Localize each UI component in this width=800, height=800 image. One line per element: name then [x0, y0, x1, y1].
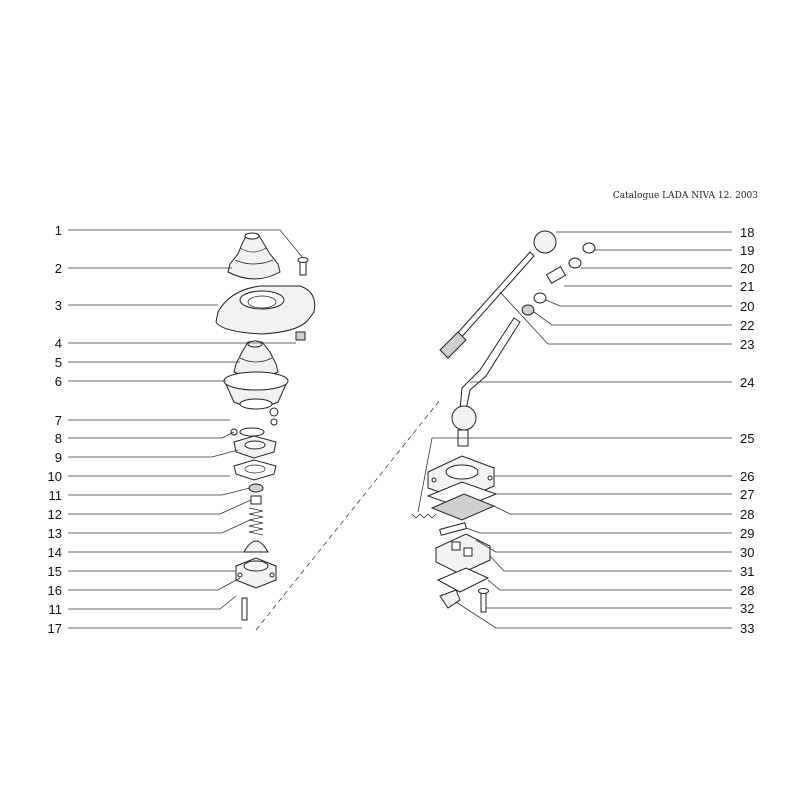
part-3-cover-plate	[216, 286, 315, 334]
label-right-22: 22	[740, 318, 755, 333]
label-right-29: 29	[740, 526, 755, 541]
part-7-washer	[271, 419, 277, 425]
label-left-6: 6	[54, 374, 62, 389]
label-left-2: 2	[54, 261, 62, 276]
catalogue-caption: Catalogue LADA NIVA 12. 2003	[612, 191, 758, 201]
part-10-gasket	[234, 460, 276, 480]
right-labels	[740, 225, 754, 636]
label-left-4: 4	[54, 336, 62, 351]
label-left-16: 16	[47, 583, 62, 598]
label-right-31: 31	[740, 564, 755, 579]
label-left-15: 15	[47, 564, 62, 579]
part-25-spring	[412, 514, 436, 518]
part-9-flange	[234, 436, 276, 458]
part-12-bushing	[251, 496, 261, 504]
part-1-screw	[298, 258, 308, 276]
label-left-13: 13	[47, 526, 62, 541]
part-17-pin	[242, 598, 247, 620]
part-19-cap	[583, 243, 595, 253]
part-6-cup	[224, 372, 288, 409]
part-20-bush	[569, 258, 581, 268]
part-11-washer	[249, 484, 263, 492]
label-left-14: 14	[47, 545, 62, 560]
label-left-17: 17	[47, 621, 62, 636]
part-31-selector-block	[436, 534, 490, 574]
left-labels	[48, 223, 62, 636]
label-right-24: 24	[740, 375, 755, 390]
part-7-nut	[270, 408, 278, 416]
label-right-20: 20	[740, 261, 755, 276]
part-18-knob	[534, 231, 556, 253]
part-33-bracket	[440, 590, 460, 608]
left-assembly	[216, 233, 440, 630]
part-8-ring	[240, 428, 264, 436]
label-right-27: 27	[740, 487, 755, 502]
center-axis-line	[256, 400, 440, 630]
right-assembly	[412, 231, 595, 612]
label-right-28: 28	[740, 507, 755, 522]
label-left-11: 11	[48, 488, 62, 503]
part-16-housing	[236, 558, 276, 588]
label-left-8: 8	[54, 431, 62, 446]
label-right-20b: 20	[740, 299, 755, 314]
part-20-bush-2	[534, 293, 546, 303]
part-2-boot	[228, 233, 280, 279]
label-left-5: 5	[54, 355, 62, 370]
label-right-30: 30	[740, 545, 755, 560]
label-left-11b: 11	[48, 602, 62, 617]
label-right-19: 19	[740, 243, 755, 258]
part-23-lever-rod	[440, 252, 534, 358]
label-right-32: 32	[740, 601, 755, 616]
part-13-spring	[249, 508, 263, 535]
part-21-insert	[547, 267, 566, 284]
part-14-dome	[244, 541, 268, 552]
label-right-21: 21	[740, 279, 755, 294]
label-left-10: 10	[47, 469, 62, 484]
part-32-bolt	[479, 589, 489, 613]
label-right-25: 25	[740, 431, 755, 446]
label-right-18: 18	[740, 225, 755, 240]
label-left-12: 12	[47, 507, 62, 522]
label-left-1: 1	[54, 223, 62, 238]
part-4-clip	[296, 332, 305, 340]
label-right-33: 33	[740, 621, 755, 636]
part-29-pin	[440, 523, 467, 536]
label-right-26: 26	[740, 469, 755, 484]
label-right-23: 23	[740, 337, 755, 352]
label-left-9: 9	[54, 450, 62, 465]
label-left-3: 3	[54, 298, 62, 313]
label-right-28b: 28	[740, 583, 755, 598]
part-22-nut	[522, 305, 534, 315]
label-left-7: 7	[54, 413, 62, 428]
